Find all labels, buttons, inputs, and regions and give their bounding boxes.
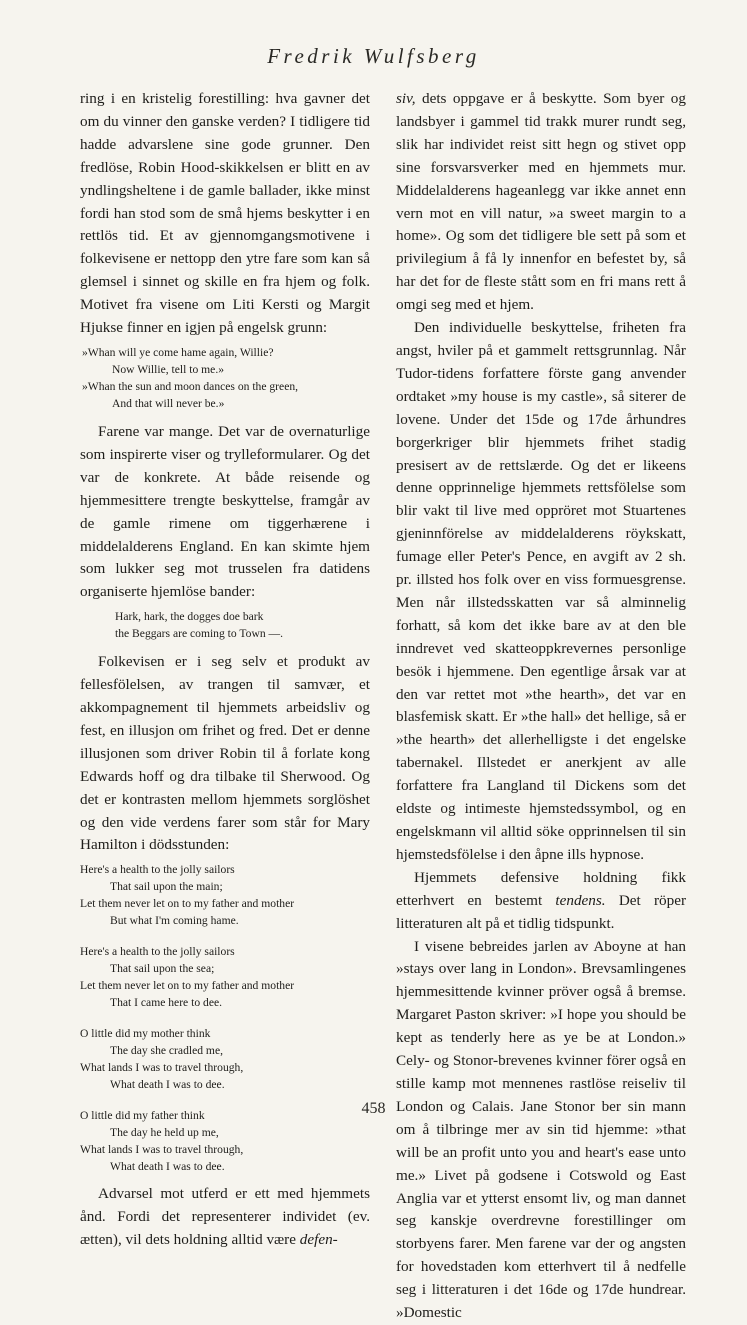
verse-line: O little did my father think — [80, 1109, 205, 1123]
verse-mary-hamilton — [80, 861, 370, 1175]
paragraph-text: Hjemmets defensive holdning fikk etterhvert en bestemt — [396, 868, 686, 909]
verse-line: Here's a health to the jolly sailors — [80, 863, 235, 877]
left-column — [80, 88, 370, 1252]
verse-line: Let them never let on to my father and mother — [80, 897, 295, 911]
verse-line: The day she cradled me, — [110, 1044, 223, 1058]
paragraph-italic: siv, — [396, 90, 416, 107]
verse-line: But what I'm coming hame. — [110, 914, 239, 928]
paragraph-text: Det röper litteraturen alt på et tidlig tidspunkt. — [396, 891, 687, 932]
stanza — [80, 1025, 370, 1093]
verse-line: Hark, hark, the dogges doe bark — [115, 610, 264, 624]
verse-line: What death I was to dee. — [110, 1160, 225, 1174]
paragraph: ring i en kristelig forestilling: hva gavner det om du vinner den ganske verden? I tidligere tid hadde advarslene sine gode grunner. Den fredlöse, Robin Hood-skikkelsen er blitt en av yndlingsheltene i de gamle ballader, ikke minst fordi han stod som de små hjems beskytter i en rettlös tid. Et av gjennomgangsmotivene i folkevisene er nettopp den ytre fare som kan så glemsel i sinnet og skille en fra hjem og folk. Motivet fra visene om Liti Kersti og Margit Hjukse finner en igjen på engelsk grunn: — [80, 90, 370, 337]
verse-line: What lands I was to travel through, — [80, 1143, 244, 1157]
verse-line: Here's a health to the jolly sailors — [80, 945, 235, 959]
verse-line: That I came here to dee. — [110, 996, 223, 1010]
running-head: Fredrik Wulfsberg — [267, 44, 480, 68]
paragraph: Farene var mange. Det var de overnaturlige som inspirerte viser og trylleformularer. Og det var de konkrete. At både reisende og hjemmesittere trengte beskyttelse, framgår av de gamle rimene om tiggerhærene i middelalderens England. En kan skimte hjem som lukker seg mot trusselen fra datidens organiserte hjemlöse bander: — [80, 422, 370, 601]
verse-line: Now Willie, tell to me.» — [112, 362, 225, 376]
verse-beggars — [80, 608, 370, 642]
verse-line: What lands I was to travel through, — [80, 1061, 244, 1075]
verse-line: »Whan will ye come hame again, Willie? — [82, 345, 274, 359]
verse-line: That sail upon the sea; — [110, 962, 215, 976]
stanza — [80, 943, 370, 1011]
verse-willie — [80, 344, 370, 412]
paragraph: I visene bebreides jarlen av Aboyne at han »stays over lang in London». Brevsamlingenes hjemmesittende kvinner pröver også å bremse. Margaret Paston skriver: »I hope you should be kept as tenderly here as ye be at London.» Cely- og Stonor-brevenes kvinner förer også en stille kamp mot mennenes rastlöse reiseliv til London og Calais. Jane Stonor ber sin mann om å tilbringe mer av sin tid hjemme: »that will be an profit unto you and heart's ease unto me.» Livet på godsene i Cotswold og East Anglia var et ytterst ensomt liv, og man dannet seg kanskje overdrevne forestillinger om storbyens farer. Men farene var der og angsten for hovedstaden kom etterhvert til å nedfelle seg i litteraturen i det 16de og 17de hundrear. »Domestic — [396, 937, 686, 1322]
verse-line: Let them never let on to my father and mother — [80, 979, 295, 993]
paragraph — [396, 867, 686, 936]
verse-line: O little did my mother think — [80, 1027, 211, 1041]
paragraph — [396, 88, 686, 317]
verse-line: What death I was to dee. — [110, 1078, 225, 1092]
verse-line: The day he held up me, — [110, 1126, 219, 1140]
page-number: 458 — [361, 1100, 386, 1117]
verse-line: »Whan the sun and moon dances on the green, — [82, 379, 299, 393]
paragraph-text: dets oppgave er å beskytte. Som byer og landsbyer i gammel tid trakk murer rundt seg, slik har individet reist sitt hegn og stivet opp sine forsvarsverker med en hjemmets mur. Middelalderens hageanlegg var ikke annet enn vern mot en vill natur, »a sweet margin to a home». Og som det tidligere ble sett på som et privilegium å få ly innenfor en befestet by, så har det for de fleste stått som en fri mans rett å omgi seg med et hjem. — [396, 90, 686, 314]
verse-line: And that will never be.» — [112, 396, 225, 410]
paragraph-text: Advarsel mot utferd er ett med hjemmets ånd. Fordi det representerer individet (ev. ætten), vil dets holdning alltid være — [80, 1185, 370, 1249]
paragraph-italic: tendens. — [555, 891, 606, 909]
verse-line: That sail upon the main; — [110, 880, 223, 894]
paragraph: Folkevisen er i seg selv et produkt av fellesfölelsen, av trangen til samvær, et akkompagnement til hjemmets arbeidsliv og fest, en illusjon om frihet og fred. Det er denne illusjonen som driver Robin til å forlate kong Edwards hoff og dra tilbake til Sherwood. Og det er kontrasten mellom hjemmets sorglöshet og den vide verdens farer som står for Mary Hamilton i dödsstunden: — [80, 653, 370, 854]
paragraph: Den individuelle beskyttelse, friheten fra angst, hviler på et gammelt rettsgrunnlag. Når Tudor-tidens forfattere förste gang anvender ordtaket »my house is my castle», så siterer de lovene. Under det 15de og 17de århundres borgerkriger blir hjemmets frihet stadig presisert av de rettslærde. Og det er likeens denne opprinnelige hjemmets rettsfölelse som blir vakt til live med oppröret mot Stuartenes gjeninnförelse av middelalderens röykskatt, fumage eller Peter's Pence, en avgift av 2 sh. pr. illsted hos folk over en viss formuesgrense. Men når illstedsskatten var så alminnelig forhatt, så kom det ikke bare av at den ble inndrevet ved skatteoppkrevernes personlige besök i hjemmene. Den egentlige årsak var at den var rettet mot »the hearth», det var en blasfemisk skatt. Er »the hall» det hellige, så er »the hearth» det allerhelligste i det engelske tabernakel. Illstedet er anerkjent av alle forfattere fra Langland til Dickens som det eldste og intimeste hjemstedssymbol, og en engelskmann vil alltid söke opprinnelsen til sin hjemstedsfölelse i den åpne ills hypnose. — [396, 319, 686, 863]
right-column — [396, 88, 686, 1325]
verse-line: the Beggars are coming to Town —. — [115, 627, 284, 641]
stanza — [80, 861, 370, 929]
paragraph — [80, 1183, 370, 1252]
paragraph-italic: defen- — [299, 1231, 338, 1249]
